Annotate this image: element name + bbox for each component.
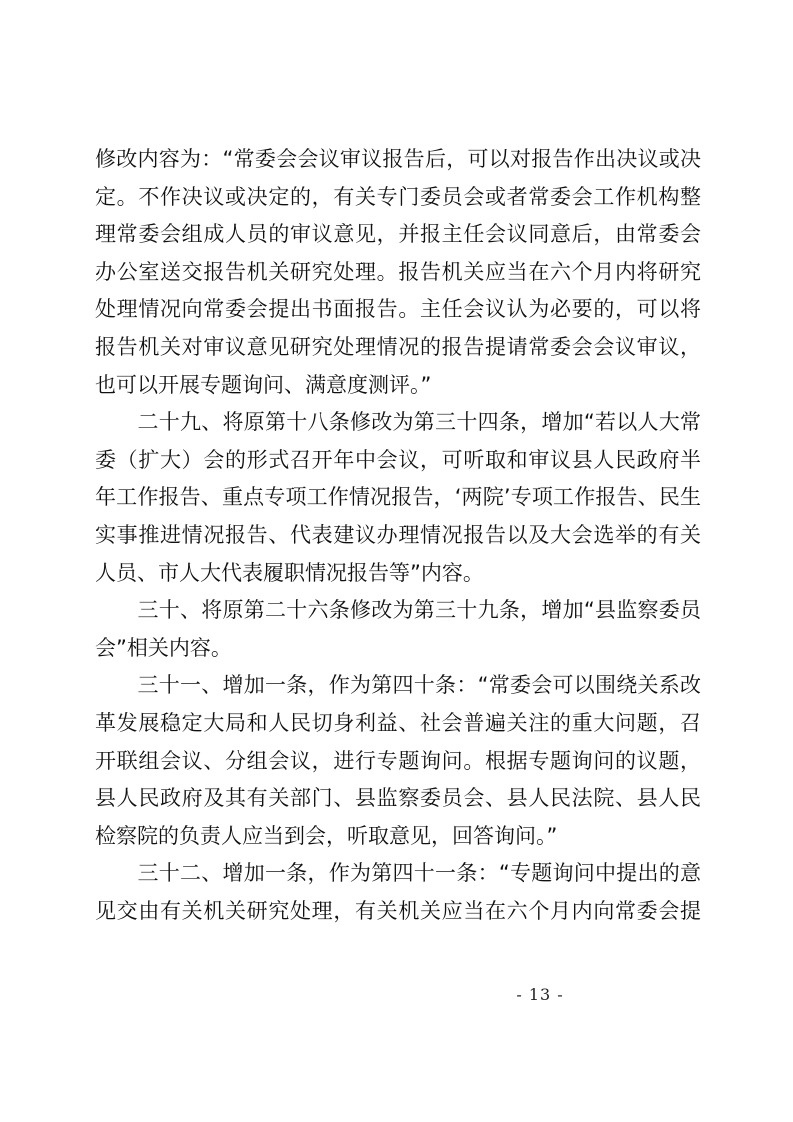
text-line: 见交由有关机关研究处理，有关机关应当在六个月内向常委会提 xyxy=(95,898,701,923)
text-line: 也可以开展专题询问、满意度测评。” xyxy=(95,372,432,397)
text-line: 处理情况向常委会提出书面报告。主任会议认为必要的，可以将 xyxy=(95,297,701,322)
text-line: 办公室送交报告机关研究处理。报告机关应当在六个月内将研究 xyxy=(95,259,701,284)
document-body xyxy=(95,141,701,930)
text-line: 开联组会议、分组会议，进行专题询问。根据专题询问的议题， xyxy=(95,748,701,773)
text-line: 修改内容为：“常委会会议审议报告后，可以对报告作出决议或决 xyxy=(95,147,701,171)
text-line: 会”相关内容。 xyxy=(95,635,232,660)
text-line: 三十二、增加一条，作为第四十一条：“专题询问中提出的意 xyxy=(95,861,701,886)
text-line: 实事推进情况报告、代表建议办理情况报告以及大会选举的有关 xyxy=(95,522,701,547)
text-line: 检察院的负责人应当到会，听取意见，回答询问。” xyxy=(95,823,558,848)
text-line: 县人民政府及其有关部门、县监察委员会、县人民法院、县人民 xyxy=(95,786,701,811)
text-line: 定。不作决议或决定的，有关专门委员会或者常委会工作机构整 xyxy=(95,184,701,209)
page-number: - 13 - xyxy=(516,985,564,1004)
text-line: 革发展稳定大局和人民切身利益、社会普遍关注的重大问题，召 xyxy=(95,710,701,735)
text-line: 理常委会组成人员的审议意见，并报主任会议同意后，由常委会 xyxy=(95,222,701,247)
text-line: 委（扩大）会的形式召开年中会议，可听取和审议县人民政府半 xyxy=(95,447,701,472)
text-line: 二十九、将原第十八条修改为第三十四条，增加“若以人大常 xyxy=(95,410,701,435)
text-line: 报告机关对审议意见研究处理情况的报告提请常委会会议审议， xyxy=(95,334,701,359)
text-line: 年工作报告、重点专项工作情况报告，‘两院’专项工作报告、民生 xyxy=(95,485,701,510)
text-line: 三十、将原第二十六条修改为第三十九条，增加“县监察委员 xyxy=(95,598,701,623)
text-line: 人员、市人大代表履职情况报告等”内容。 xyxy=(95,560,484,585)
text-line: 三十一、增加一条，作为第四十条：“常委会可以围绕关系改 xyxy=(95,673,701,698)
